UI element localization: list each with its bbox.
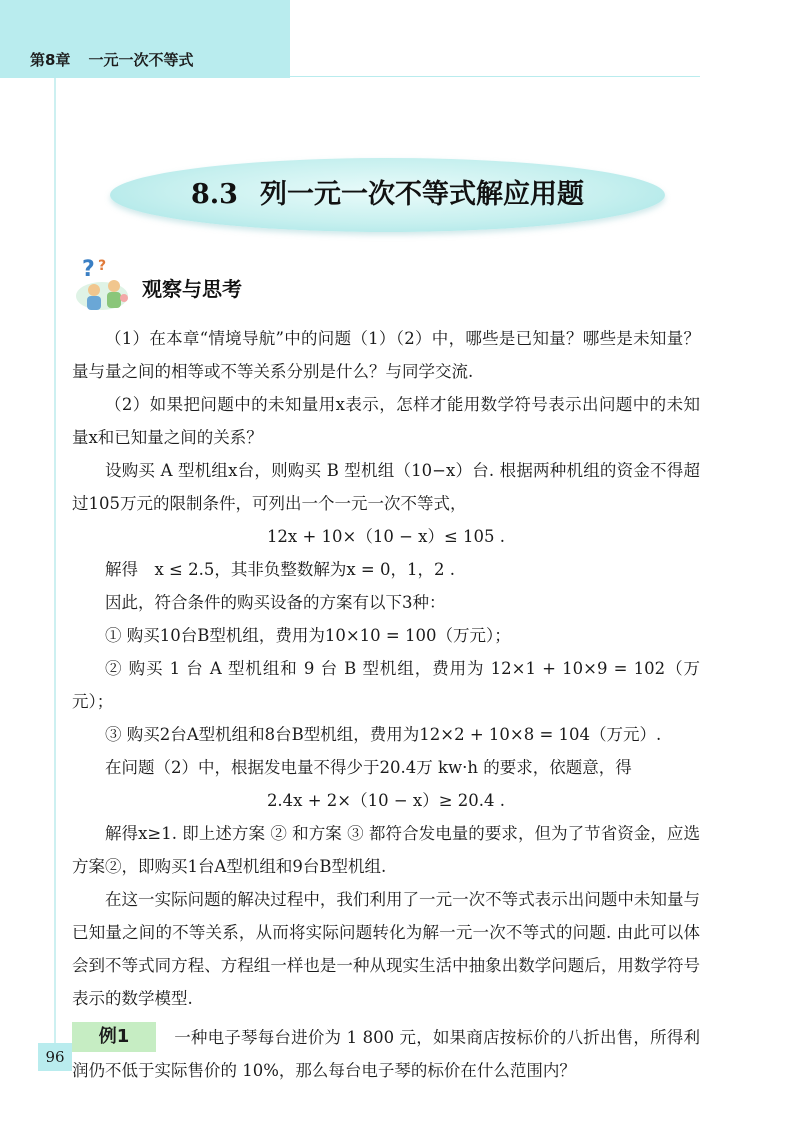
paragraph-summary: 在这一实际问题的解决过程中，我们利用了一元一次不等式表示出问题中未知量与已知量之间的不等关系，从而将实际问题转化为解一元一次不等式的问题. 由此可以体会到不等式同方程、方程组一样也是一种从现实生活中抽象出数学问题后，用数学符号表示的数学模型. — [72, 890, 700, 1008]
paragraph-solve-2: 解得x≥1. 即上述方案 ② 和方案 ③ 都符合发电量的要求，但为了节省资金，应选方案②，即购买1台A型机组和9台B型机组. — [72, 824, 700, 876]
observe-think-heading: 观察与思考 — [142, 277, 242, 301]
main-content — [72, 322, 700, 1087]
header-rule — [290, 76, 700, 77]
svg-text:?: ? — [98, 258, 107, 274]
chapter-header — [30, 49, 193, 70]
paragraph-therefore: 因此，符合条件的购买设备的方案有以下3种： — [105, 593, 446, 612]
svg-text:?: ? — [82, 257, 95, 282]
page-number: 96 — [38, 1043, 72, 1071]
inequality-1: 12x + 10×（10 − x）≤ 105 . — [266, 527, 506, 546]
example-label: 例1 — [72, 1022, 156, 1052]
example-text: 一种电子琴每台进价为 1 800 元，如果商店按标价的八折出售，所得利润仍不低于实际售价的 10%，那么每台电子琴的标价在什么范围内？ — [72, 1028, 700, 1080]
inequality-2: 2.4x + 2×（10 − x）≥ 20.4 . — [266, 791, 506, 810]
paragraph-q2: （2）如果把问题中的未知量用x表示，怎样才能用数学符号表示出问题中的未知量x和已知量之间的关系？ — [72, 395, 700, 447]
paragraph-q1: （1）在本章“情境导航”中的问题（1）（2）中，哪些是已知量？哪些是未知量？量与量之间的相等或不等关系分别是什么？与同学交流. — [72, 329, 700, 381]
example-1 — [72, 1021, 700, 1087]
margin-rule — [54, 78, 56, 1048]
plan-3: ③ 购买2台A型机组和8台B型机组，费用为12×2 + 10×8 = 104（万元）. — [105, 725, 662, 744]
plan-2: ② 购买 1 台 A 型机组和 9 台 B 型机组，费用为 12×1 + 10×9 = 102（万元）； — [72, 659, 700, 711]
section-number: 8.3 — [191, 179, 238, 210]
question-people-icon — [72, 252, 136, 316]
chapter-number: 第8章 — [30, 51, 71, 69]
section-title — [110, 158, 665, 232]
section-title-text: 列一元一次不等式解应用题 — [259, 179, 584, 210]
plan-1: ① 购买10台B型机组，费用为10×10 = 100（万元）； — [105, 626, 511, 645]
chapter-title: 一元一次不等式 — [88, 51, 194, 69]
paragraph-question-2: 在问题（2）中，根据发电量不得少于20.4万 kw·h 的要求，依题意，得 — [105, 758, 632, 777]
paragraph-setup: 设购买 A 型机组x台，则购买 B 型机组（10−x）台. 根据两种机组的资金不得超过105万元的限制条件，可列出一个一元一次不等式， — [72, 461, 700, 513]
paragraph-solve-1: 解得 x ≤ 2.5，其非负整数解为x = 0，1，2 . — [105, 560, 455, 579]
